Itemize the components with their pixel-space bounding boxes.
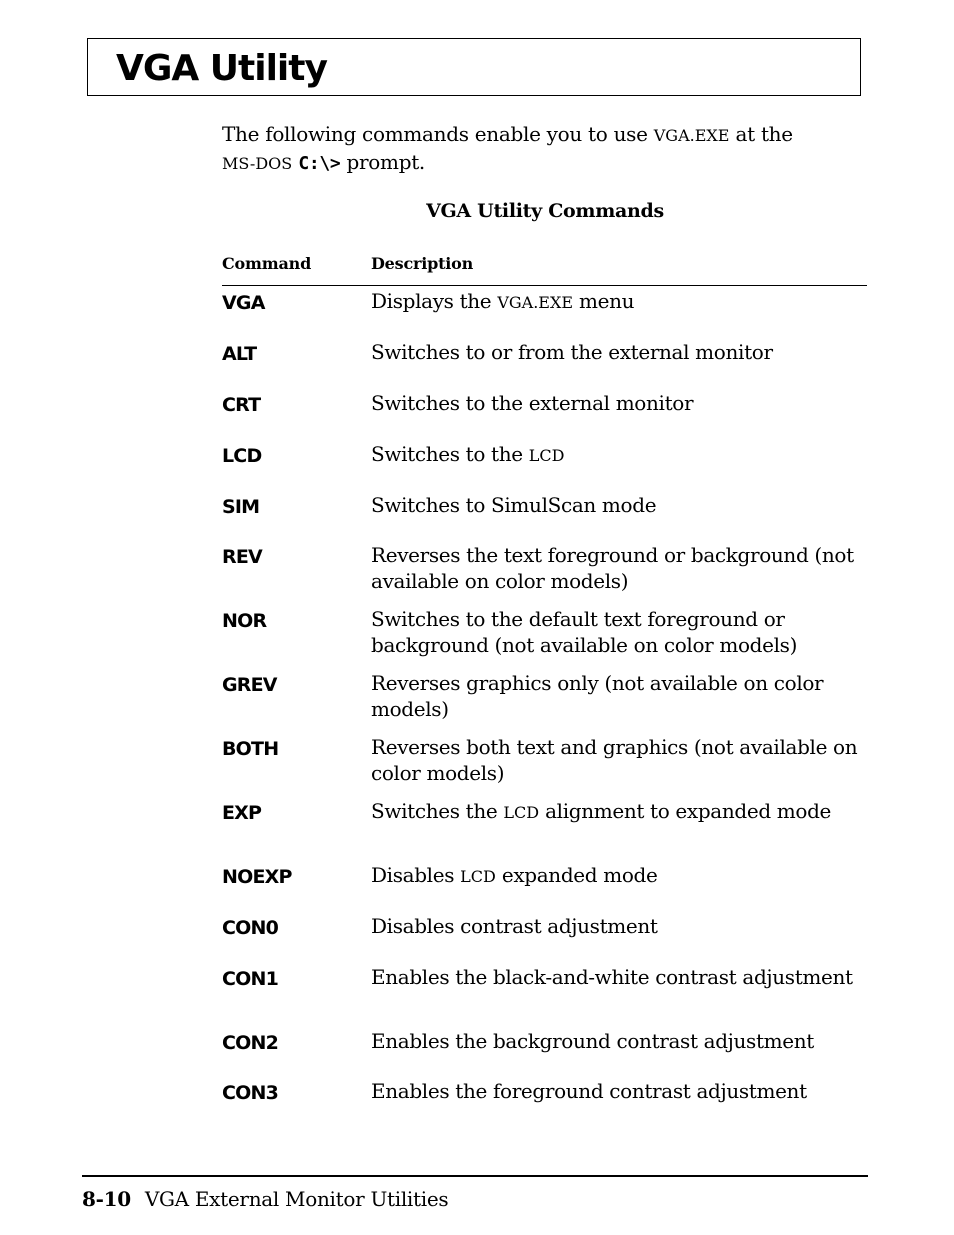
command-name: CON1 xyxy=(222,968,279,990)
intro-msdos: MS-DOS xyxy=(222,154,293,173)
footer-rule xyxy=(82,1175,868,1177)
page-number: 8-10 xyxy=(82,1187,131,1211)
description-text: Displays the xyxy=(371,289,498,313)
command-name: REV xyxy=(222,546,262,568)
command-description xyxy=(371,734,867,786)
description-text: Enables the black-and-white contrast adjustment xyxy=(371,965,853,989)
footer xyxy=(82,1187,448,1211)
description-text: Switches to the default text foreground or background (not available on color models) xyxy=(371,607,798,657)
command-name: ALT xyxy=(222,343,257,365)
command-description xyxy=(371,913,867,939)
description-abbrev: LCD xyxy=(460,867,496,886)
command-description xyxy=(371,670,867,722)
command-description xyxy=(371,798,867,826)
command-description xyxy=(371,1028,867,1054)
command-name: EXP xyxy=(222,802,262,824)
command-description xyxy=(371,606,867,658)
command-name: VGA xyxy=(222,292,265,314)
description-text: alignment to expanded mode xyxy=(539,799,832,823)
header-rule xyxy=(222,285,867,286)
title-box xyxy=(87,38,861,96)
command-name: GREV xyxy=(222,674,277,696)
description-text: Switches to the external monitor xyxy=(371,391,694,415)
description-text: menu xyxy=(573,289,635,313)
command-description xyxy=(371,492,867,518)
description-text: Switches the xyxy=(371,799,504,823)
description-text: Disables contrast adjustment xyxy=(371,914,658,938)
description-text: Enables the foreground contrast adjustment xyxy=(371,1079,807,1103)
command-name: NOR xyxy=(222,610,267,632)
description-text: Disables xyxy=(371,863,461,887)
command-name: CON0 xyxy=(222,917,279,939)
command-name: CON3 xyxy=(222,1082,279,1104)
description-text: Switches to or from the external monitor xyxy=(371,340,773,364)
intro-text: prompt. xyxy=(340,150,425,174)
intro-text: The following commands enable you to use xyxy=(222,122,654,146)
description-text: expanded mode xyxy=(495,863,658,887)
command-name: SIM xyxy=(222,496,260,518)
footer-section-title: VGA External Monitor Utilities xyxy=(144,1187,449,1211)
intro-vgaexe: VGA.EXE xyxy=(653,126,730,145)
command-description xyxy=(371,390,867,416)
description-abbrev: LCD xyxy=(503,803,540,822)
command-description xyxy=(371,1078,867,1104)
description-text: Reverses both text and graphics (not available on color models) xyxy=(371,735,858,785)
command-description xyxy=(371,288,867,316)
command-description xyxy=(371,339,867,365)
description-text: Reverses the text foreground or background (not available on color models) xyxy=(371,543,854,593)
table-title: VGA Utility Commands xyxy=(426,200,664,222)
description-text: Enables the background contrast adjustment xyxy=(371,1029,814,1053)
column-header-description: Description xyxy=(371,254,474,273)
command-description xyxy=(371,441,867,469)
page-title: VGA Utility xyxy=(116,48,327,89)
description-abbrev: VGA.EXE xyxy=(497,293,574,312)
intro-text: at the xyxy=(729,122,793,146)
column-header-command: Command xyxy=(222,254,312,273)
description-text: Switches to SimulScan mode xyxy=(371,493,657,517)
description-text: Switches to the xyxy=(371,442,529,466)
command-name: CRT xyxy=(222,394,261,416)
command-description xyxy=(371,542,867,594)
command-name: BOTH xyxy=(222,738,279,760)
command-name: LCD xyxy=(222,445,262,467)
command-description xyxy=(371,964,867,990)
command-description xyxy=(371,862,867,890)
description-abbrev: LCD xyxy=(528,446,565,465)
command-name: CON2 xyxy=(222,1032,279,1054)
intro-paragraph xyxy=(222,121,862,177)
command-name: NOEXP xyxy=(222,866,292,888)
intro-prompt-code: C:\> xyxy=(298,153,341,174)
description-text: Reverses graphics only (not available on color models) xyxy=(371,671,824,721)
